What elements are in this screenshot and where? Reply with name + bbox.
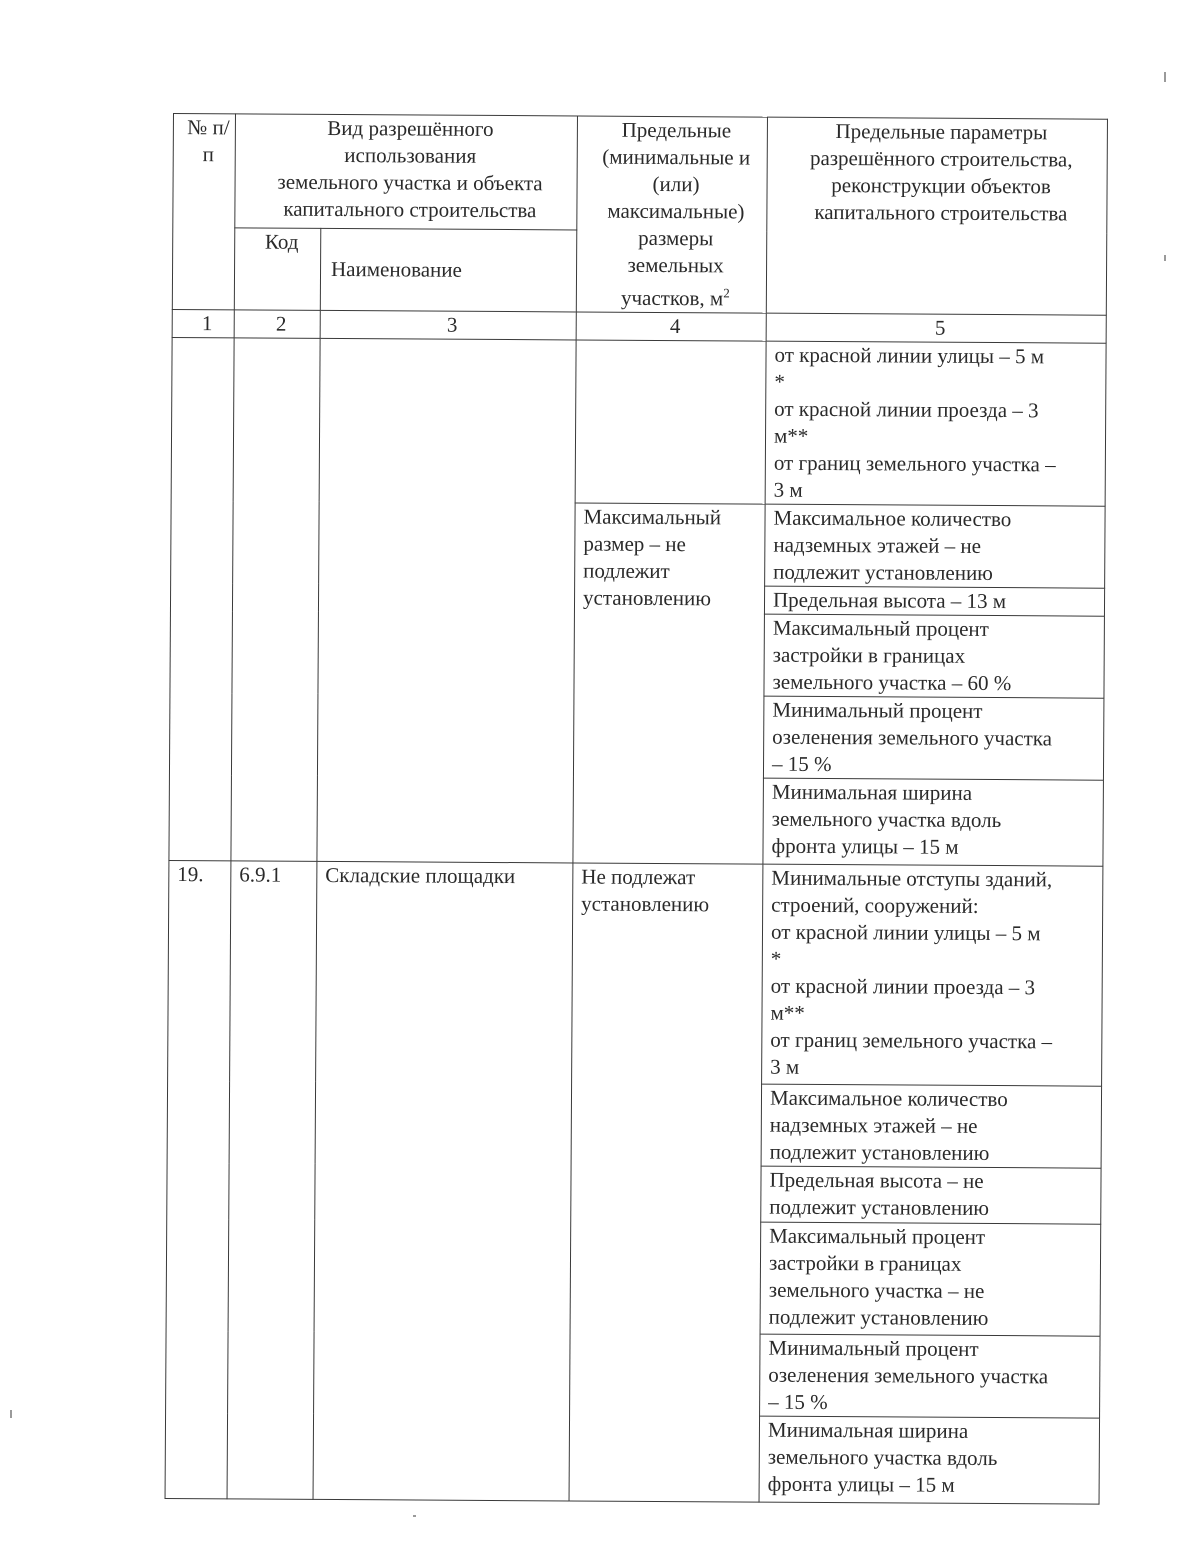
header-number-text: № п/п (187, 115, 230, 167)
header-code-text: Код (264, 229, 299, 255)
text-line: Максимальное количество (773, 505, 1012, 532)
text-line: подлежит установлению (769, 1194, 990, 1221)
text-line: фронта улицы – 15 м (771, 833, 959, 859)
header-permitted-use (235, 114, 578, 230)
prev-row-number (169, 337, 234, 860)
text-line: земельного участка вдоль (767, 1444, 998, 1471)
prev-row-size-empty (575, 340, 766, 504)
header-unit-superscript: 2 (723, 285, 730, 301)
column-number-1: 1 (172, 309, 234, 337)
scan-mark (413, 1515, 416, 1517)
text-line: Предельная высота – не (769, 1167, 984, 1193)
prev-row-name (317, 338, 576, 863)
text-line: Минимальный процент (768, 1335, 979, 1361)
text-line: надземных этажей – не (773, 532, 982, 558)
header-line: использования (344, 143, 477, 168)
prev-param-width (763, 778, 1104, 866)
text-line: подлежит установлению (769, 1139, 990, 1166)
row19-param-width (759, 1416, 1100, 1504)
header-code (234, 228, 320, 310)
row19-size-cell (569, 863, 763, 1502)
header-line: Предельные параметры (835, 119, 1048, 145)
row19-name: Складские площадки (313, 861, 573, 1501)
text-line: 3 м (773, 477, 803, 502)
prev-param-coverage (764, 614, 1104, 698)
text-line: установлению (581, 891, 710, 917)
row19-param-height (761, 1166, 1101, 1224)
text-line: Предельная высота – 13 м (772, 587, 1007, 614)
text-line: застройки в границах (772, 642, 966, 668)
text-line: от красной линии проезда – 3 (774, 396, 1039, 423)
text-line: Максимальный процент (772, 615, 989, 641)
text-line: озеленения земельного участка (772, 724, 1053, 751)
text-line: от красной линии улицы – 5 м (770, 919, 1041, 946)
header-line: Вид разрешённого (327, 115, 494, 141)
text-line: подлежит (583, 558, 670, 584)
header-construction-params (766, 117, 1107, 315)
row19-param-greening (760, 1334, 1100, 1418)
text-line: размер – не (583, 531, 686, 557)
header-line: (минимальные и (602, 144, 751, 170)
text-line: земельного участка вдоль (771, 806, 1002, 833)
header-line: реконструкции объектов (831, 173, 1051, 199)
prev-row-code (231, 338, 320, 862)
text-line: строений, сооружений: (771, 892, 979, 918)
permitted-use-table (165, 113, 1108, 1505)
header-name-text: Наименование (330, 257, 462, 282)
header-line: максимальные) (607, 198, 745, 224)
row19-number: 19. (165, 860, 231, 1498)
header-line: Предельные (621, 117, 732, 143)
text-line: м** (773, 423, 809, 448)
text-line: земельного участка – не (768, 1277, 985, 1303)
text-line: – 15 % (768, 1389, 828, 1415)
column-number-2: 2 (234, 310, 320, 339)
prev-param-height (764, 586, 1104, 616)
text-line: Максимальный процент (769, 1223, 986, 1249)
text-line: застройки в границах (768, 1250, 962, 1276)
header-line: (или) (652, 171, 700, 197)
header-plot-sizes (576, 116, 767, 313)
text-line: надземных этажей – не (769, 1112, 978, 1138)
header-name (320, 229, 576, 312)
row19-param-coverage (760, 1222, 1101, 1336)
header-line: капитального строительства (814, 199, 1068, 226)
scan-mark (1164, 72, 1166, 82)
text-line: * (774, 369, 785, 394)
text-line: Максимальный (583, 504, 722, 530)
row19-code: 6.9.1 (227, 861, 317, 1500)
scan-mark (1164, 255, 1166, 261)
text-line: от границ земельного участка – (773, 450, 1056, 477)
header-line: земельного участка и объекта (277, 169, 543, 196)
text-line: Минимальная ширина (767, 1417, 969, 1443)
row19-param-setbacks (762, 864, 1103, 1086)
text-line: Минимальный процент (772, 697, 983, 723)
text-line: м** (770, 1000, 805, 1025)
header-line: капитального строительства (283, 196, 537, 223)
text-line: земельного участка – 60 % (772, 669, 1012, 696)
header-unit-text: участков, м (620, 285, 724, 311)
prev-param-floors (765, 504, 1105, 588)
header-line (585, 279, 766, 313)
header-number (172, 114, 235, 310)
text-line: 3 м (770, 1054, 800, 1079)
text-line: подлежит установлению (768, 1304, 989, 1331)
text-line: подлежит установлению (773, 559, 993, 586)
text-line: Не подлежат (581, 864, 696, 890)
header-line: разрешённого строительства, (809, 145, 1073, 172)
prev-max-size-cell (573, 503, 765, 864)
text-line: озеленения земельного участка (768, 1362, 1049, 1389)
text-line: от красной линии проезда – 3 (770, 973, 1036, 1000)
text-line: Минимальные отступы зданий, (771, 865, 1053, 892)
text-line: * (770, 946, 782, 971)
column-number-4: 4 (576, 312, 766, 341)
scan-mark (10, 1410, 12, 1418)
text-line: от границ земельного участка – (770, 1027, 1053, 1054)
header-line: размеры (638, 225, 714, 251)
prev-param-greening (763, 696, 1103, 780)
text-line: от красной линии улицы – 5 м (774, 342, 1045, 369)
prev-setbacks-cell (765, 341, 1106, 506)
text-line: Максимальное количество (769, 1085, 1008, 1112)
text-line: – 15 % (771, 751, 832, 777)
column-number-5: 5 (766, 313, 1106, 343)
text-line: Минимальная ширина (771, 779, 973, 805)
row19-param-floors (761, 1084, 1101, 1168)
text-line: фронта улицы – 15 м (767, 1471, 955, 1497)
column-number-3: 3 (320, 310, 576, 340)
header-line: земельных (627, 252, 724, 278)
text-line: установлению (582, 585, 712, 611)
